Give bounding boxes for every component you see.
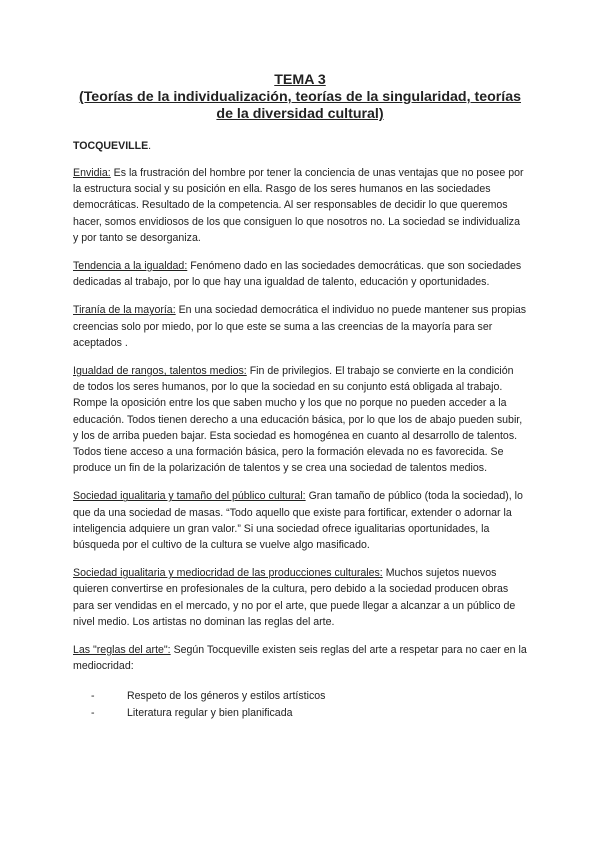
section-text: Muchos sujetos nuevos quieren convertirse en profesionales de la cultura, pero debido a la sociedad producen obras para ser vendidas en el mercado, y no por el arte, que puede llegar a alcanzar a un público de nivel medio. Los artistas no dominan las reglas del arte.	[73, 567, 516, 628]
section-term: Sociedad igualitaria y mediocridad de las producciones culturales:	[73, 567, 383, 580]
section-text: Fin de privilegios. El trabajo se convierte en la condición de todos los seres humanos, por lo que la sociedad en su conjunto está obligada al trabajo. Rompe la oposición entre los que saben mucho y los que no porque no pueden acceder a la educación. Todos tienen derecho a una educación básica, por lo que los de abajo pueden subir, y los de arriba pueden bajar. Esta sociedad es homogénea en cuanto al desarrollo de talentos. Todos tiene acceso a una formación básica, pero la formación elevada no es favorecida. Se produce un fin de la polarización de talentos y se crea una sociedad de talentos medios.	[73, 365, 523, 475]
section-igualdad-rangos	[73, 363, 527, 476]
document-page	[73, 72, 527, 721]
list-item-text: Literatura regular y bien planificada	[127, 706, 293, 719]
bullet-marker: -	[91, 690, 95, 703]
author-suffix: .	[148, 140, 152, 152]
author-heading	[73, 139, 527, 153]
section-text: Gran tamaño de público (toda la sociedad), lo que da una sociedad de masas. “Todo aquello que existe para fortificar, extender o adornar la inteligencia adquiere un gran valor.” Si una sociedad ofrece igualitarias oportunidades, la búsqueda por el cultivo de la cultura se vuelve algo masificado.	[73, 490, 523, 552]
section-term: Tendencia a la igualdad:	[73, 260, 188, 273]
section-text: Es la frustración del hombre por tener la conciencia de unas ventajas que no posee por la estructura social y su posición en ella. Rasgo de los seres humanos en las sociedades democráticas. Resultado de la competencia. Al ser responsables de decidir lo que queremos hacer, somos envidiosos de los que consiguen lo que nosotros no. La sociedad se individualiza y por tanto se desorganiza.	[73, 167, 524, 244]
title-line-2: (Teorías de la individualización, teorías de la singularidad, teorías de la diversidad cultural)	[78, 89, 522, 122]
section-tendencia-igualdad	[73, 258, 527, 290]
section-tamano-publico	[73, 488, 527, 553]
section-term: Tiranía de la mayoría:	[73, 304, 176, 317]
section-term: Igualdad de rangos, talentos medios:	[73, 365, 247, 378]
list-item-text: Respeto de los géneros y estilos artísticos	[127, 690, 326, 703]
bullet-marker: -	[91, 706, 95, 719]
list-item	[91, 705, 527, 722]
title-line-1: TEMA 3	[274, 72, 326, 88]
section-text: En una sociedad democrática el individuo no puede mantener sus propias creencias solo por miedo, por lo que este se suma a las creencias de la mayoría para ser aceptados .	[73, 304, 527, 349]
rules-list	[73, 688, 527, 721]
section-reglas-arte	[73, 642, 527, 674]
author-name: TOCQUEVILLE	[73, 140, 149, 152]
document-title	[73, 72, 527, 123]
section-tirania-mayoria	[73, 302, 527, 351]
section-text: Fenómeno dado en las sociedades democráticas. que son sociedades dedicadas al trabajo, por lo que hay una igualdad de talento, educación y oportunidades.	[73, 260, 522, 289]
section-term: Sociedad igualitaria y tamaño del público cultural:	[73, 490, 306, 503]
list-item	[91, 688, 527, 705]
section-envidia	[73, 165, 527, 246]
section-term: Envidia:	[73, 167, 111, 179]
section-term: Las "reglas del arte":	[73, 644, 171, 657]
section-mediocridad	[73, 565, 527, 630]
section-text: Según Tocqueville existen seis reglas del arte a respetar para no caer en la mediocridad:	[73, 644, 527, 673]
